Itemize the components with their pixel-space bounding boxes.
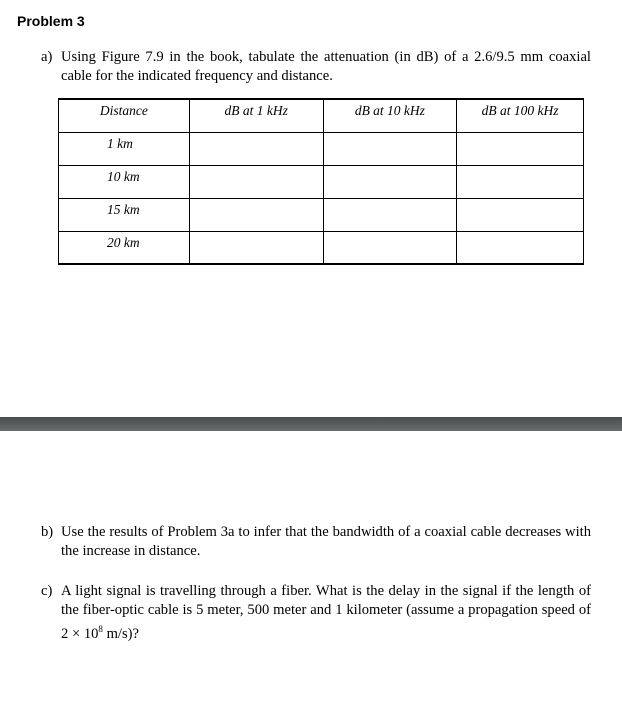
cell-db-10khz	[323, 231, 457, 264]
cell-db-1khz	[189, 231, 323, 264]
part-c	[41, 582, 591, 644]
cell-distance: 15 km	[59, 198, 190, 231]
part-b	[41, 523, 591, 561]
cell-distance: 10 km	[59, 165, 190, 198]
page-bottom	[0, 431, 622, 701]
part-c-exponent: 8	[98, 624, 103, 634]
part-a-marker: a)	[41, 49, 53, 65]
table-header-row	[59, 99, 584, 132]
cell-db-1khz	[189, 165, 323, 198]
cell-db-1khz	[189, 132, 323, 165]
header-distance: Distance	[59, 99, 190, 132]
cell-distance: 20 km	[59, 231, 190, 264]
table-row	[59, 198, 584, 231]
cell-db-100khz	[457, 165, 584, 198]
cell-distance: 1 km	[59, 132, 190, 165]
cell-db-100khz	[457, 132, 584, 165]
header-db-10khz: dB at 10 kHz	[323, 99, 457, 132]
problem-title: Problem 3	[17, 13, 85, 29]
part-a	[41, 48, 591, 86]
part-c-text-before: A light signal is travelling through a fiber. What is the delay in the signal if the length of the fiber-optic cable is 5 meter, 500 meter and 1 kilometer (assume a propagation speed of 2 × 10	[61, 583, 591, 642]
cell-db-10khz	[323, 165, 457, 198]
cell-db-100khz	[457, 231, 584, 264]
page-break-divider	[0, 417, 622, 431]
header-db-1khz: dB at 1 kHz	[189, 99, 323, 132]
part-b-text: Use the results of Problem 3a to infer that the bandwidth of a coaxial cable decreases with the increase in distance.	[61, 524, 591, 559]
part-c-marker: c)	[41, 583, 53, 599]
header-db-100khz: dB at 100 kHz	[457, 99, 584, 132]
part-b-marker: b)	[41, 524, 54, 540]
table-row	[59, 231, 584, 264]
part-c-text-after: m/s)?	[102, 625, 139, 642]
cell-db-10khz	[323, 198, 457, 231]
cell-db-10khz	[323, 132, 457, 165]
table-row	[59, 165, 584, 198]
attenuation-table	[58, 98, 584, 265]
table-row	[59, 132, 584, 165]
part-a-text: Using Figure 7.9 in the book, tabulate the attenuation (in dB) of a 2.6/9.5 mm coaxial cable for the indicated frequency and distance.	[61, 49, 591, 84]
cell-db-1khz	[189, 198, 323, 231]
part-c-text	[61, 582, 591, 644]
cell-db-100khz	[457, 198, 584, 231]
